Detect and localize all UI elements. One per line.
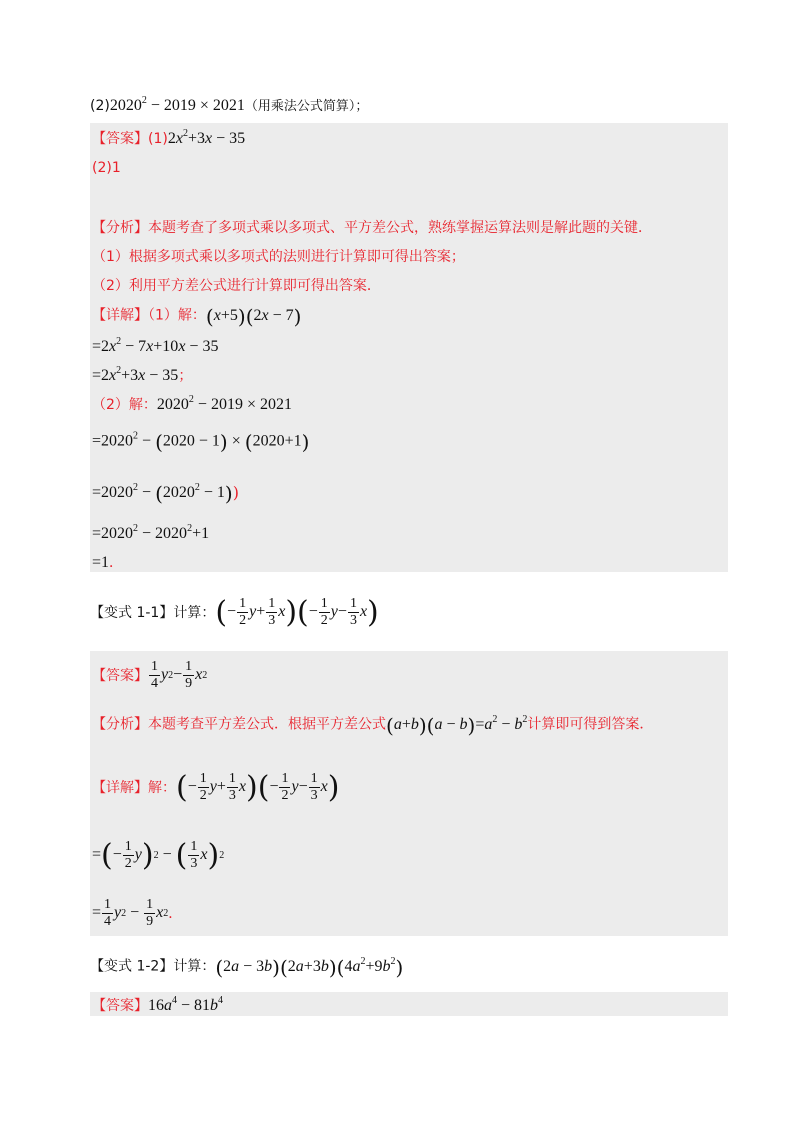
- variant-1-2-text: 计算：: [173, 958, 216, 975]
- step-3: $=2020^2 - (2020 - 1) \times (2020+1)$: [92, 430, 310, 454]
- detail-line-1: [92, 304, 301, 328]
- analysis-text: 本题考查了多项式乘以多项式、平方差公式，熟练掌握运算法则是解此题的关键．: [148, 220, 652, 236]
- step-6: =1．: [92, 554, 124, 571]
- step-4: $=2020^2 - (2020^2 - 1)$): [92, 481, 239, 505]
- variant-1-1-analysis-formula: $(a+b)(a - b)=a^2 - b^2$: [386, 713, 528, 737]
- variant-1-1-end: ．: [168, 906, 183, 922]
- step-5: $=2020^2 - 2020^2+1$: [92, 523, 210, 542]
- variant-1-2-answer-label: 【答案】: [92, 998, 148, 1014]
- answer-part1: (1): [148, 131, 168, 147]
- variant-1-2-math: $(2a - 3b)(2a+3b)(4a^2+9b^2)$: [215, 955, 404, 979]
- detail-math-1: (x+5)(2x − 7): [205, 304, 302, 328]
- variant-1-1-math: ( − $\frac{1}{2}$ y + $\frac{1}{3}$ x ) ( − $\frac{1}{2}$ y − $\frac{1}{3}$ x ): [215, 594, 379, 630]
- variant-1-1-text: 计算：: [173, 605, 216, 621]
- question-2-prefix: (2): [90, 98, 110, 114]
- step-4-end: ): [232, 483, 239, 503]
- step-2-end: ；: [178, 368, 193, 384]
- step-6-end: ．: [109, 555, 124, 571]
- variant-1-1-step-1: = ( − $\frac{1}{2}$ y ) 2 − ( $\frac{1}{3}$ x ) 2: [92, 837, 225, 873]
- answer-part-2: (2)1: [92, 160, 121, 176]
- detail-part1: （1）解：: [148, 307, 206, 324]
- step-2: $=2x^2+3x - 35$；: [92, 365, 193, 384]
- question-2-math: $2020^2 - 2019 \times 2021$: [109, 95, 245, 114]
- variant-1-1-analysis: [92, 713, 653, 737]
- step-1: $=2x^2 - 7x+10x - 35$: [92, 336, 219, 355]
- analysis-line-2: （2）利用平方差公式进行计算即可得出答案．: [92, 278, 381, 294]
- detail-label: 【详解】: [92, 307, 148, 324]
- variant-1-1-answer-math: $\frac{1}{4}$ y 2 − $\frac{1}{9}$ x 2: [151, 658, 208, 691]
- analysis-label: 【分析】: [92, 220, 148, 236]
- analysis-line: [92, 217, 652, 237]
- variant-1-1-step-2: = $\frac{1}{4}$ y 2 − $\frac{1}{9}$ x 2 ．: [92, 896, 183, 929]
- variant-1-1-detail-text: 解：: [148, 780, 176, 796]
- detail-part2: （2）解：: [92, 397, 157, 413]
- question-2: [90, 95, 368, 115]
- variant-1-1-detail-label: 【详解】: [92, 780, 148, 796]
- analysis-line-1: （1）根据多项式乘以多项式的法则进行计算即可得出答案；: [92, 249, 465, 265]
- variant-1-1-analysis-label: 【分析】: [92, 716, 148, 733]
- answer-math-1: $2x^2+3x - 35$: [167, 128, 246, 147]
- variant-1-1-label: 【变式 1-1】: [90, 605, 174, 621]
- variant-1-1-analysis-text: 本题考查平方差公式．根据平方差公式: [148, 716, 386, 733]
- variant-1-2-label: 【变式 1-2】: [90, 958, 174, 975]
- variant-1-1-analysis-tail: 计算即可得到答案．: [527, 716, 654, 733]
- answer-line-1: [92, 128, 245, 148]
- variant-1-2-question: [90, 955, 403, 979]
- variant-1-1-question: [90, 592, 379, 632]
- variant-1-2-answer: [92, 995, 223, 1015]
- detail-math-2: $2020^2 - 2019 \times 2021$: [156, 394, 292, 413]
- variant-1-1-detail-math: ( − $\frac{1}{2}$ y + $\frac{1}{3}$ x ) ( − $\frac{1}{2}$ y − $\frac{1}{3}$ x ): [176, 769, 340, 805]
- answer-label: 【答案】: [92, 131, 148, 147]
- variant-1-1-answer-label: 【答案】: [92, 668, 148, 684]
- variant-1-2-answer-math: $16a^4 - 81b^4$: [148, 995, 224, 1014]
- detail-line-2: [92, 394, 292, 414]
- variant-1-1-answer: [92, 655, 207, 695]
- question-2-suffix: （用乘法公式简算）；: [244, 99, 369, 114]
- variant-1-1-detail: [92, 767, 339, 807]
